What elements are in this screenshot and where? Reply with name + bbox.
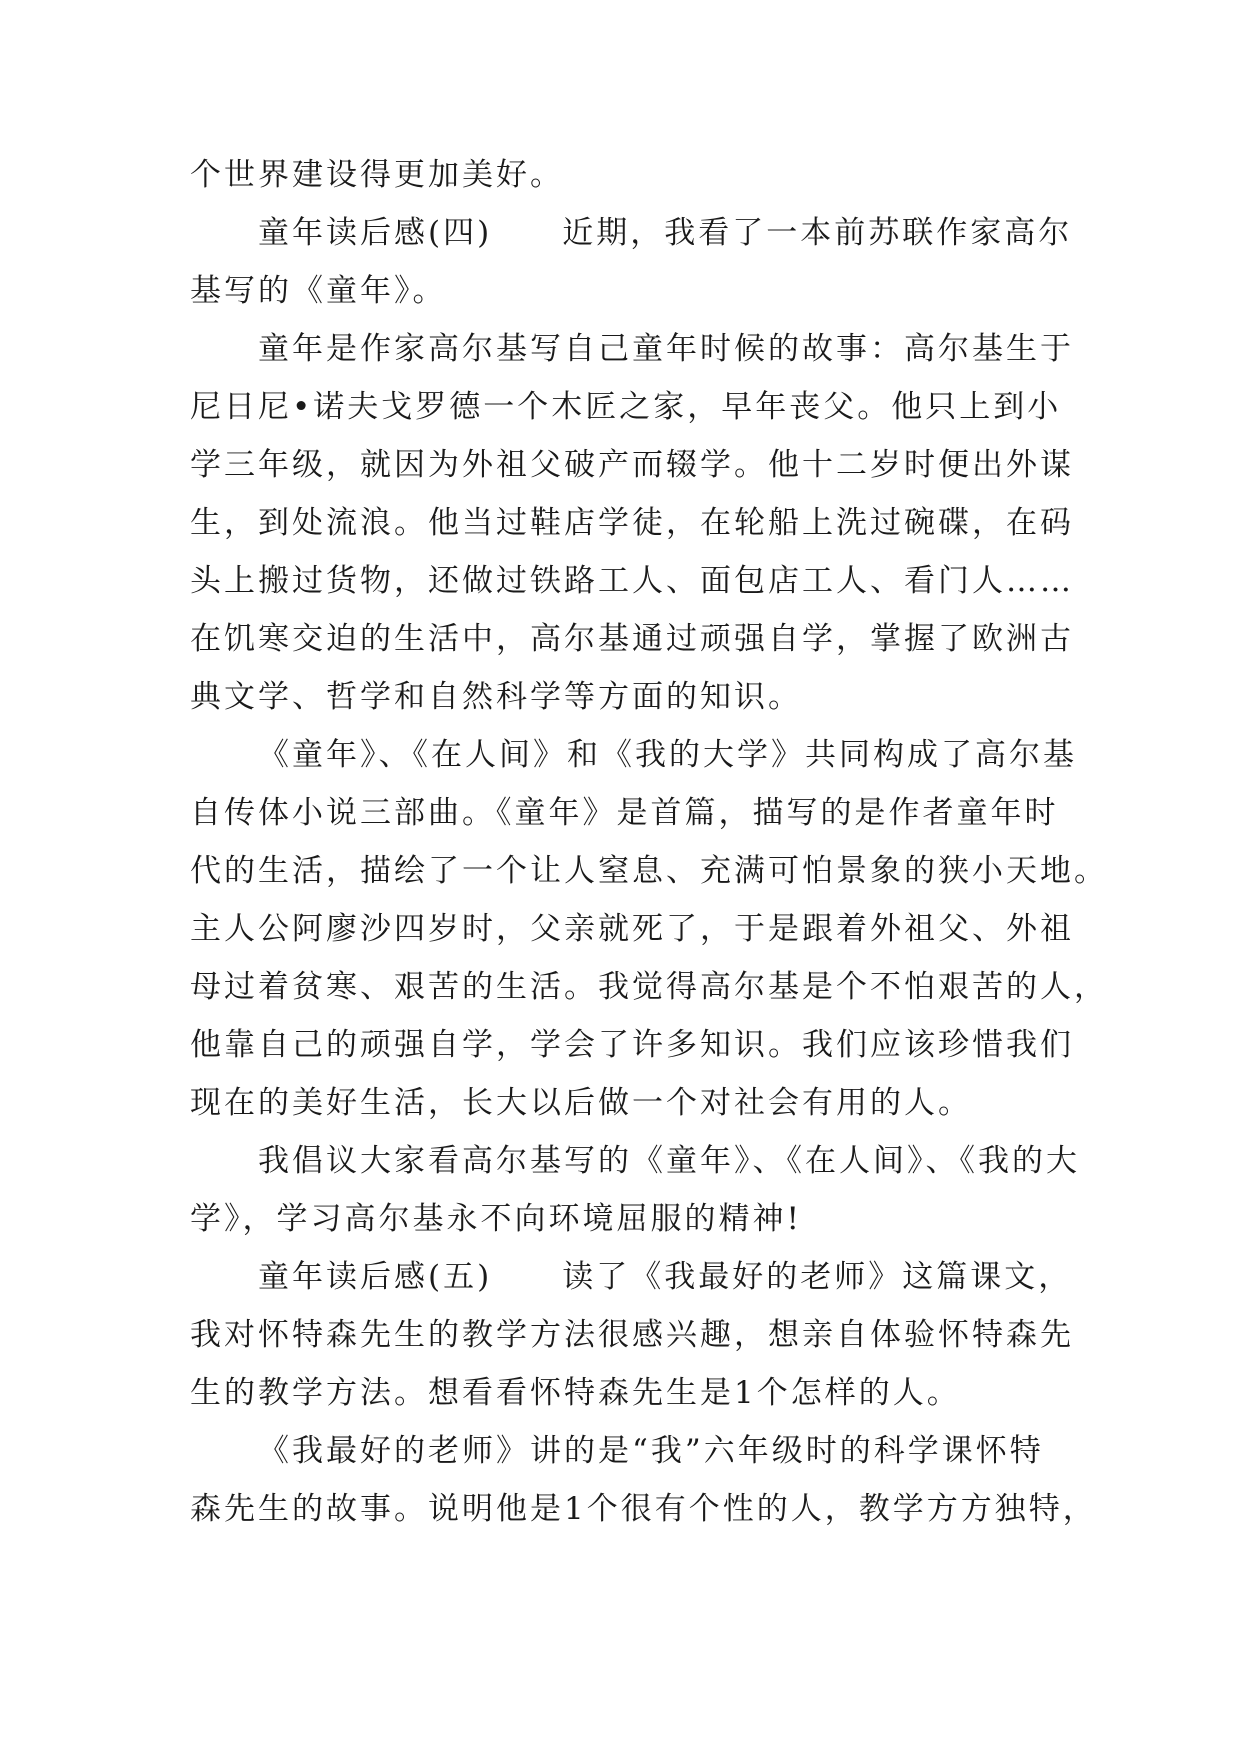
text-line: 个世界建设得更加美好。 [190,157,564,193]
text-line: 生的教学方法。想看看怀特森先生是1个怎样的人。 [190,1375,961,1411]
text-line: 我对怀特森先生的教学方法很感兴趣，想亲自体验怀特森先 [190,1317,1074,1353]
text-line: 头上搬过货物，还做过铁路工人、面包店工人、看门人…… [190,563,1074,599]
text-line: 他靠自己的顽强自学，学会了许多知识。我们应该珍惜我们 [190,1027,1074,1063]
text-line [190,204,1073,262]
text-line: 母过着贫寒、艰苦的生活。我觉得高尔基是个不怕艰苦的人， [190,969,1108,1005]
section-heading: 童年读后感(四) [258,215,493,251]
section-heading: 童年读后感(五) [258,1259,493,1295]
text-line: 主人公阿廖沙四岁时，父亲就死了，于是跟着外祖父、外祖 [190,911,1074,947]
text-line: 学》，学习高尔基永不向环境屈服的精神! [190,1201,802,1237]
text-line: 《童年》、《在人间》和《我的大学》共同构成了高尔基 [258,737,1077,773]
text-line: 《我最好的老师》讲的是“我”六年级时的科学课怀特 [258,1433,1044,1469]
text-span: 近期，我看了一本前苏联作家高尔 [562,215,1073,251]
text-span: 读了《我最好的老师》这篇课文， [562,1259,1073,1295]
text-line: 尼日尼•诺夫戈罗德一个木匠之家，早年丧父。他只上到小 [190,389,1062,425]
text-line: 现在的美好生活，长大以后做一个对社会有用的人。 [190,1085,972,1121]
document-body [190,146,1108,1538]
text-line: 生，到处流浪。他当过鞋店学徒，在轮船上洗过碗碟，在码 [190,505,1074,541]
text-line [190,1248,1073,1306]
text-line: 代的生活，描绘了一个让人窒息、充满可怕景象的狭小天地。 [190,853,1108,889]
text-line: 森先生的故事。说明他是1个很有个性的人，教学方方独特， [190,1491,1097,1527]
text-line: 在饥寒交迫的生活中，高尔基通过顽强自学，掌握了欧洲古 [190,621,1074,657]
text-line: 基写的《童年》。 [190,273,447,309]
text-line: 典文学、哲学和自然科学等方面的知识。 [190,679,802,715]
text-line: 我倡议大家看高尔基写的《童年》、《在人间》、《我的大 [258,1143,1080,1179]
text-line: 自传体小说三部曲。《童年》是首篇，描写的是作者童年时 [190,795,1059,831]
text-line: 童年是作家高尔基写自己童年时候的故事：高尔基生于 [258,331,1074,367]
text-line: 学三年级，就因为外祖父破产而辍学。他十二岁时便出外谋 [190,447,1074,483]
